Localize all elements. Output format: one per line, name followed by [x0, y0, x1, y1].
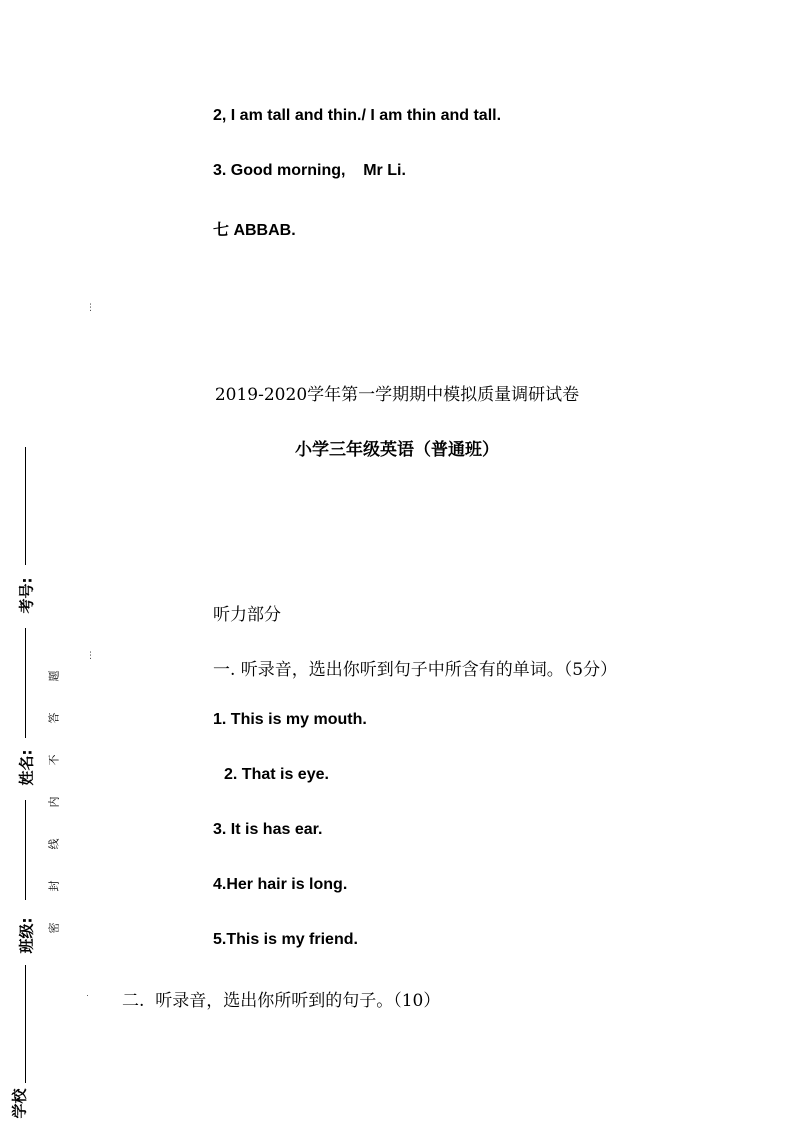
- margin-mark: ⋮: [86, 302, 95, 312]
- listening-item-1: 1. This is my mouth.: [213, 711, 367, 728]
- binding-line: [25, 800, 26, 900]
- listening-item-2: 2. That is eye.: [224, 766, 329, 783]
- margin-mark: ·: [86, 990, 89, 1000]
- school-label: 学校: [10, 1088, 29, 1119]
- answer-line-2: 2, I am tall and thin./ I am thin and tall.: [213, 107, 502, 124]
- listening-item-3: 3. It is has ear.: [213, 821, 323, 838]
- listening-item-4: 4.Her hair is long.: [213, 876, 348, 893]
- class-label: 班级:: [17, 917, 36, 954]
- listening-item-5: 5.This is my friend.: [213, 931, 358, 948]
- seal-char: 题: [47, 670, 61, 682]
- seal-char: 封: [47, 880, 61, 892]
- section-1-instruction: 一. 听录音，选出你听到句子中所含有的单词。（5分）: [213, 660, 618, 680]
- name-label: 姓名:: [17, 749, 36, 786]
- section-2-instruction: 二. 听录音，选出你所听到的句子。（10）: [122, 991, 441, 1011]
- answer-line-7: 七 ABBAB.: [213, 222, 296, 239]
- binding-line: [25, 965, 26, 1083]
- exam-subtitle: 小学三年级英语（普通班）: [295, 440, 499, 460]
- seal-char: 线: [47, 838, 61, 850]
- exam-number-label: 考号:: [17, 577, 36, 614]
- seal-char: 答: [47, 712, 61, 724]
- listening-heading: 听力部分: [213, 605, 281, 625]
- binding-line: [25, 447, 26, 565]
- seal-char: 不: [47, 754, 61, 766]
- margin-mark: ⋮: [86, 650, 95, 660]
- seal-char: 密: [47, 922, 61, 934]
- seal-char: 内: [47, 796, 61, 808]
- exam-title: 2019-2020学年第一学期期中模拟质量调研试卷: [214, 385, 580, 405]
- binding-line: [25, 628, 26, 738]
- answer-line-3: 3. Good morning, Mr Li.: [213, 162, 406, 179]
